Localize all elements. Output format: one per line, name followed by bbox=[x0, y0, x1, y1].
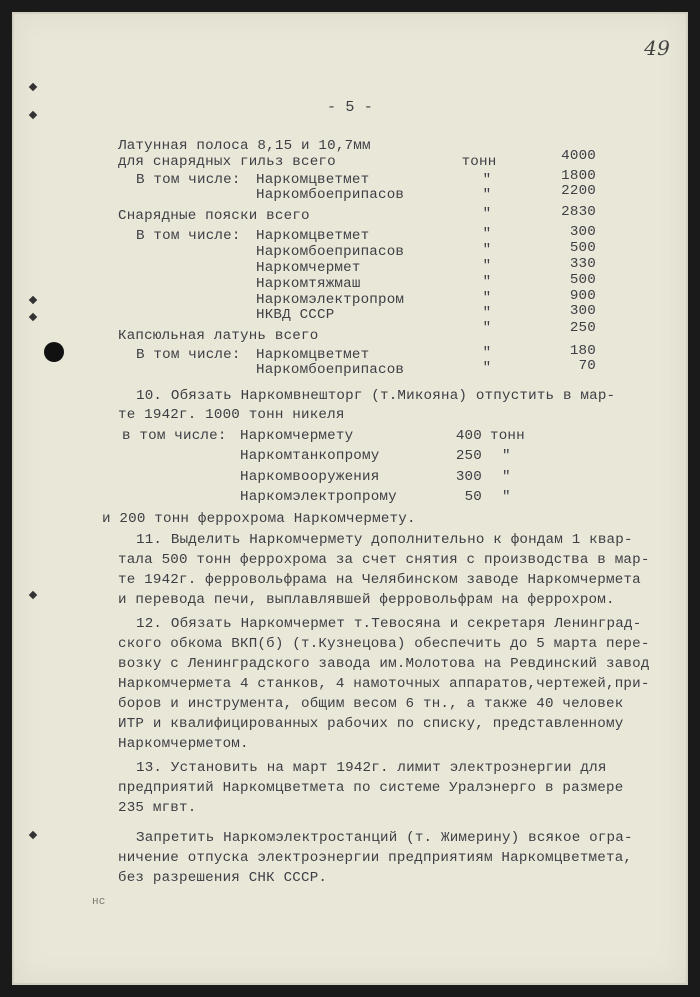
section3-row-unit: " bbox=[482, 360, 492, 376]
section3-row-value: 180 bbox=[569, 343, 596, 359]
section2-row-value: 300 bbox=[569, 303, 596, 319]
section2-row-unit: " bbox=[482, 226, 492, 242]
binder-mark bbox=[29, 83, 37, 91]
p10-tail: и 200 тонн феррохрома Наркомчермету. bbox=[102, 511, 416, 527]
section2-row-value: 900 bbox=[569, 288, 596, 304]
section1-title-line2: для снарядных гильз всего bbox=[118, 154, 336, 170]
p10-row-value: 250 bbox=[455, 448, 482, 464]
document-page bbox=[12, 12, 688, 985]
section2-row-unit: " bbox=[482, 242, 492, 258]
section1-row-unit: " bbox=[482, 172, 492, 188]
section1-row-prefix: В том числе: bbox=[136, 172, 241, 188]
p12-line: боров и инструмента, общим весом 6 тн., а также 40 человек bbox=[118, 696, 624, 712]
section2-row-name: Наркомчермет bbox=[256, 260, 361, 276]
section3-row-name: Наркомбоеприпасов bbox=[256, 362, 405, 378]
section2-row-unit: " bbox=[482, 274, 492, 290]
section2-row-unit: " bbox=[482, 290, 492, 306]
section2-row-name: Наркомтяжмаш bbox=[256, 276, 361, 292]
p13b-line: Запретить Наркомэлектростанций (т. Жимерину) всякое огра- bbox=[136, 830, 633, 846]
p10-row-unit: " bbox=[502, 489, 511, 505]
section2-row-prefix: В том числе: bbox=[136, 228, 241, 244]
section3-row-unit: " bbox=[482, 345, 492, 361]
p10-row-unit: " bbox=[502, 448, 511, 464]
section2-total: 2830 bbox=[561, 204, 596, 220]
section1-row-unit: " bbox=[482, 187, 492, 203]
p13b-line: без разрешения СНК СССР. bbox=[118, 870, 328, 886]
p10-line2: те 1942г. 1000 тонн никеля bbox=[118, 407, 345, 423]
section3-title: Капсюльная латунь всего bbox=[118, 328, 319, 344]
p10-row-name: Наркомвооружения bbox=[240, 469, 380, 485]
section2-row-value: 330 bbox=[569, 256, 596, 272]
p11-line: 11. Выделить Наркомчермету дополнительно к фондам 1 квар- bbox=[136, 532, 633, 548]
p10-row-name: Наркомэлектропрому bbox=[240, 489, 397, 505]
binder-mark bbox=[29, 296, 37, 304]
binder-mark bbox=[29, 591, 37, 599]
p12-line: Наркомчермета 4 станков, 4 намоточных аппаратов,чертежей,при- bbox=[118, 676, 650, 692]
p10-line1: 10. Обязать Наркомвнешторг (т.Микояна) отпустить в мар- bbox=[136, 388, 616, 404]
p11-line: и перевода печи, выплавлявшей ферровольфрам на феррохром. bbox=[118, 592, 615, 608]
p13-line: 13. Установить на март 1942г. лимит электроэнергии для bbox=[136, 760, 607, 776]
p10-row-value: 300 bbox=[455, 469, 482, 485]
section2-row-name: НКВД СССР bbox=[256, 307, 335, 323]
section2-row-unit: " bbox=[482, 305, 492, 321]
section2-row-name: Наркомбоеприпасов bbox=[256, 244, 405, 260]
section2-row-name: Наркомцветмет bbox=[256, 228, 370, 244]
p10-row-unit: тонн bbox=[490, 428, 525, 444]
p13-line: 235 мгвт. bbox=[118, 800, 197, 816]
section1-row-name: Наркомцветмет bbox=[256, 172, 370, 188]
section2-row-value: 500 bbox=[569, 272, 596, 288]
p11-line: тала 500 тонн феррохрома за счет снятия с производства в мар- bbox=[118, 552, 650, 568]
footer-mark: нс bbox=[92, 896, 106, 908]
binder-mark bbox=[29, 831, 37, 839]
section1-title-line1: Латунная полоса 8,15 и 10,7мм bbox=[118, 138, 371, 154]
p10-row-name: Наркомтанкопрому bbox=[240, 448, 380, 464]
p12-line: 12. Обязать Наркомчермет т.Тевосяна и секретаря Ленинград- bbox=[136, 616, 642, 632]
p12-line: ИТР и квалифицированных рабочих по списку, представленному bbox=[118, 716, 624, 732]
section3-row-name: Наркомцветмет bbox=[256, 347, 370, 363]
section1-row-value: 2200 bbox=[561, 183, 596, 199]
section2-row-value: 300 bbox=[569, 224, 596, 240]
section1-row-value: 1800 bbox=[561, 168, 596, 184]
punch-hole bbox=[44, 342, 64, 362]
p13-line: предприятий Наркомцветмета по системе Уралэнерго в размере bbox=[118, 780, 624, 796]
section3-row-value: 70 bbox=[578, 358, 596, 374]
section1-total: 4000 bbox=[561, 148, 596, 164]
section2-row-name: Наркомэлектропром bbox=[256, 292, 405, 308]
section2-row-value: 500 bbox=[569, 240, 596, 256]
p10-row-unit: " bbox=[502, 469, 511, 485]
section3-unit: " bbox=[482, 320, 492, 336]
section2-row-unit: " bbox=[482, 258, 492, 274]
section1-unit: тонн bbox=[461, 154, 497, 170]
p10-row-value: 400 bbox=[455, 428, 482, 444]
p12-line: возку с Ленинградского завода им.Молотова на Ревдинский завод bbox=[118, 656, 650, 672]
p12-line: Наркомчерметом. bbox=[118, 736, 249, 752]
page-number: - 5 - bbox=[326, 99, 373, 116]
section3-total: 250 bbox=[569, 320, 596, 336]
section2-unit: " bbox=[482, 206, 492, 222]
archive-page-mark: 49 bbox=[644, 36, 670, 60]
p11-line: те 1942г. ферровольфрама на Челябинском заводе Наркомчермета bbox=[118, 572, 641, 588]
binder-mark bbox=[29, 313, 37, 321]
section3-row-prefix: В том числе: bbox=[136, 347, 241, 363]
section1-row-name: Наркомбоеприпасов bbox=[256, 187, 405, 203]
section2-title: Снарядные пояски всего bbox=[118, 208, 310, 224]
p10-row-name: Наркомчермету bbox=[240, 428, 354, 444]
p10-row-prefix: в том числе: bbox=[122, 428, 227, 444]
p12-line: ского обкома ВКП(б) (т.Кузнецова) обеспечить до 5 марта пере- bbox=[118, 636, 650, 652]
p10-row-value: 50 bbox=[464, 489, 482, 505]
p13b-line: ничение отпуска электроэнергии предприятиям Наркомцветмета, bbox=[118, 850, 633, 866]
